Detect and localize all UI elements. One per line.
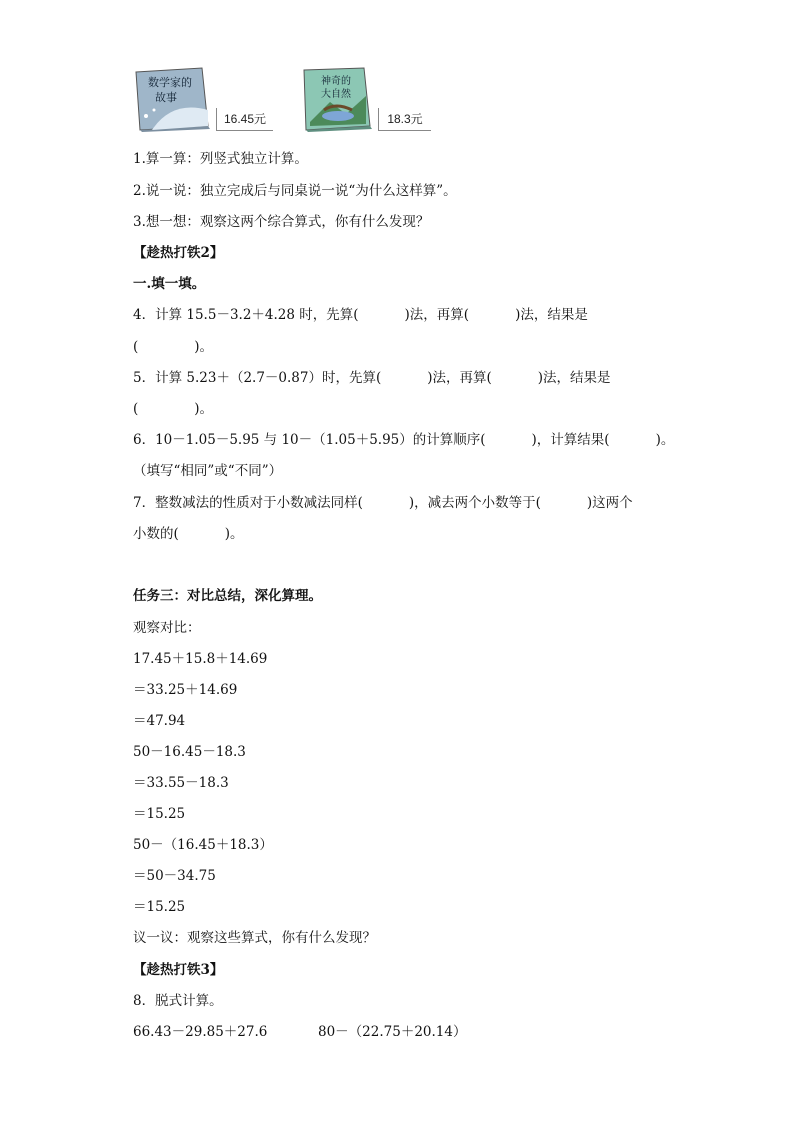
observe-label: 观察对比： [133,620,201,636]
step-3: 3.想一想：观察这两个综合算式，你有什么发现？ [133,214,430,230]
nature-book-image [300,66,374,132]
q4-text-a: 4．计算 15.5－3.2＋4.28 时，先算( [133,307,359,323]
book1-price: 16.45元 [223,112,267,126]
q4-text-e: )。 [194,339,214,355]
calc-line: 50－（16.45＋18.3） [133,837,273,853]
question-6 [133,431,674,449]
question-6-note: （填写“相同”或“不同”） [133,463,283,479]
question-5 [133,369,611,387]
question-5-continued [133,400,213,418]
book2-price-tag [378,108,431,131]
calc-line: ＝15.25 [133,806,186,822]
book1-title-line1: 数学家的 [148,76,192,89]
question-8: 8．脱式计算。 [133,993,223,1009]
question-4-continued [133,338,213,356]
task3-heading: 任务三：对比总结，深化算理。 [133,588,322,604]
book1-title-line2: 故事 [155,91,177,104]
expression-2: 80－（22.75＋20.14） [318,1024,467,1040]
q4-text-b: )法，再算( [404,307,470,323]
calc-line: ＝33.55－18.3 [133,775,229,791]
q4-text-d: ( [133,339,139,355]
book2-title-line2: 大自然 [321,89,351,100]
expression-1: 66.43－29.85＋27.6 [133,1024,268,1040]
book2-title-line1: 神奇的 [321,76,351,87]
book1-price-tag [216,108,273,131]
drill2-heading: 【趁热打铁2】 [133,245,224,261]
fill-in-section-title: 一.填一填。 [133,276,206,292]
q6-text-b: )，计算结果( [531,432,610,448]
q5-text-a: 5．计算 5.23＋（2.7－0.87）时，先算( [133,370,382,386]
books-illustration [132,66,462,136]
q7-text-d: 小数的( [133,526,179,542]
calc-line: ＝47.94 [133,713,186,729]
q6-text-c: )。 [655,432,675,448]
book2-price: 18.3元 [387,112,423,126]
step-1: 1.算一算：列竖式独立计算。 [133,151,308,167]
q5-text-e: )。 [194,401,214,417]
calc-line: ＝33.25＋14.69 [133,682,238,698]
calc-line: 17.45＋15.8＋14.69 [133,651,268,667]
q4-text-c: )法，结果是 [515,307,588,323]
q7-text-a: 7．整数减法的性质对于小数减法同样( [133,495,363,511]
q5-text-c: )法，结果是 [537,370,611,386]
q7-text-e: )。 [224,526,244,542]
question-4 [133,306,588,324]
q5-text-b: )法，再算( [427,370,492,386]
q7-text-c: )这两个 [586,495,633,511]
q7-text-b: )，减去两个小数等于( [408,495,541,511]
math-story-book-image [132,66,212,132]
question-7-continued [133,525,244,543]
drill3-heading: 【趁热打铁3】 [133,962,224,978]
discuss-prompt: 议一议：观察这些算式，你有什么发现？ [133,930,376,946]
question-7 [133,494,633,512]
calc-line: 50－16.45－18.3 [133,744,246,760]
calc-line: ＝50－34.75 [133,868,216,884]
calc-line: ＝15.25 [133,899,186,915]
q5-text-d: ( [133,401,139,417]
q6-text-a: 6．10－1.05－5.95 与 10－（1.05＋5.95）的计算顺序( [133,432,486,448]
step-2: 2.说一说：独立完成后与同桌说一说“为什么这样算”。 [133,183,457,199]
